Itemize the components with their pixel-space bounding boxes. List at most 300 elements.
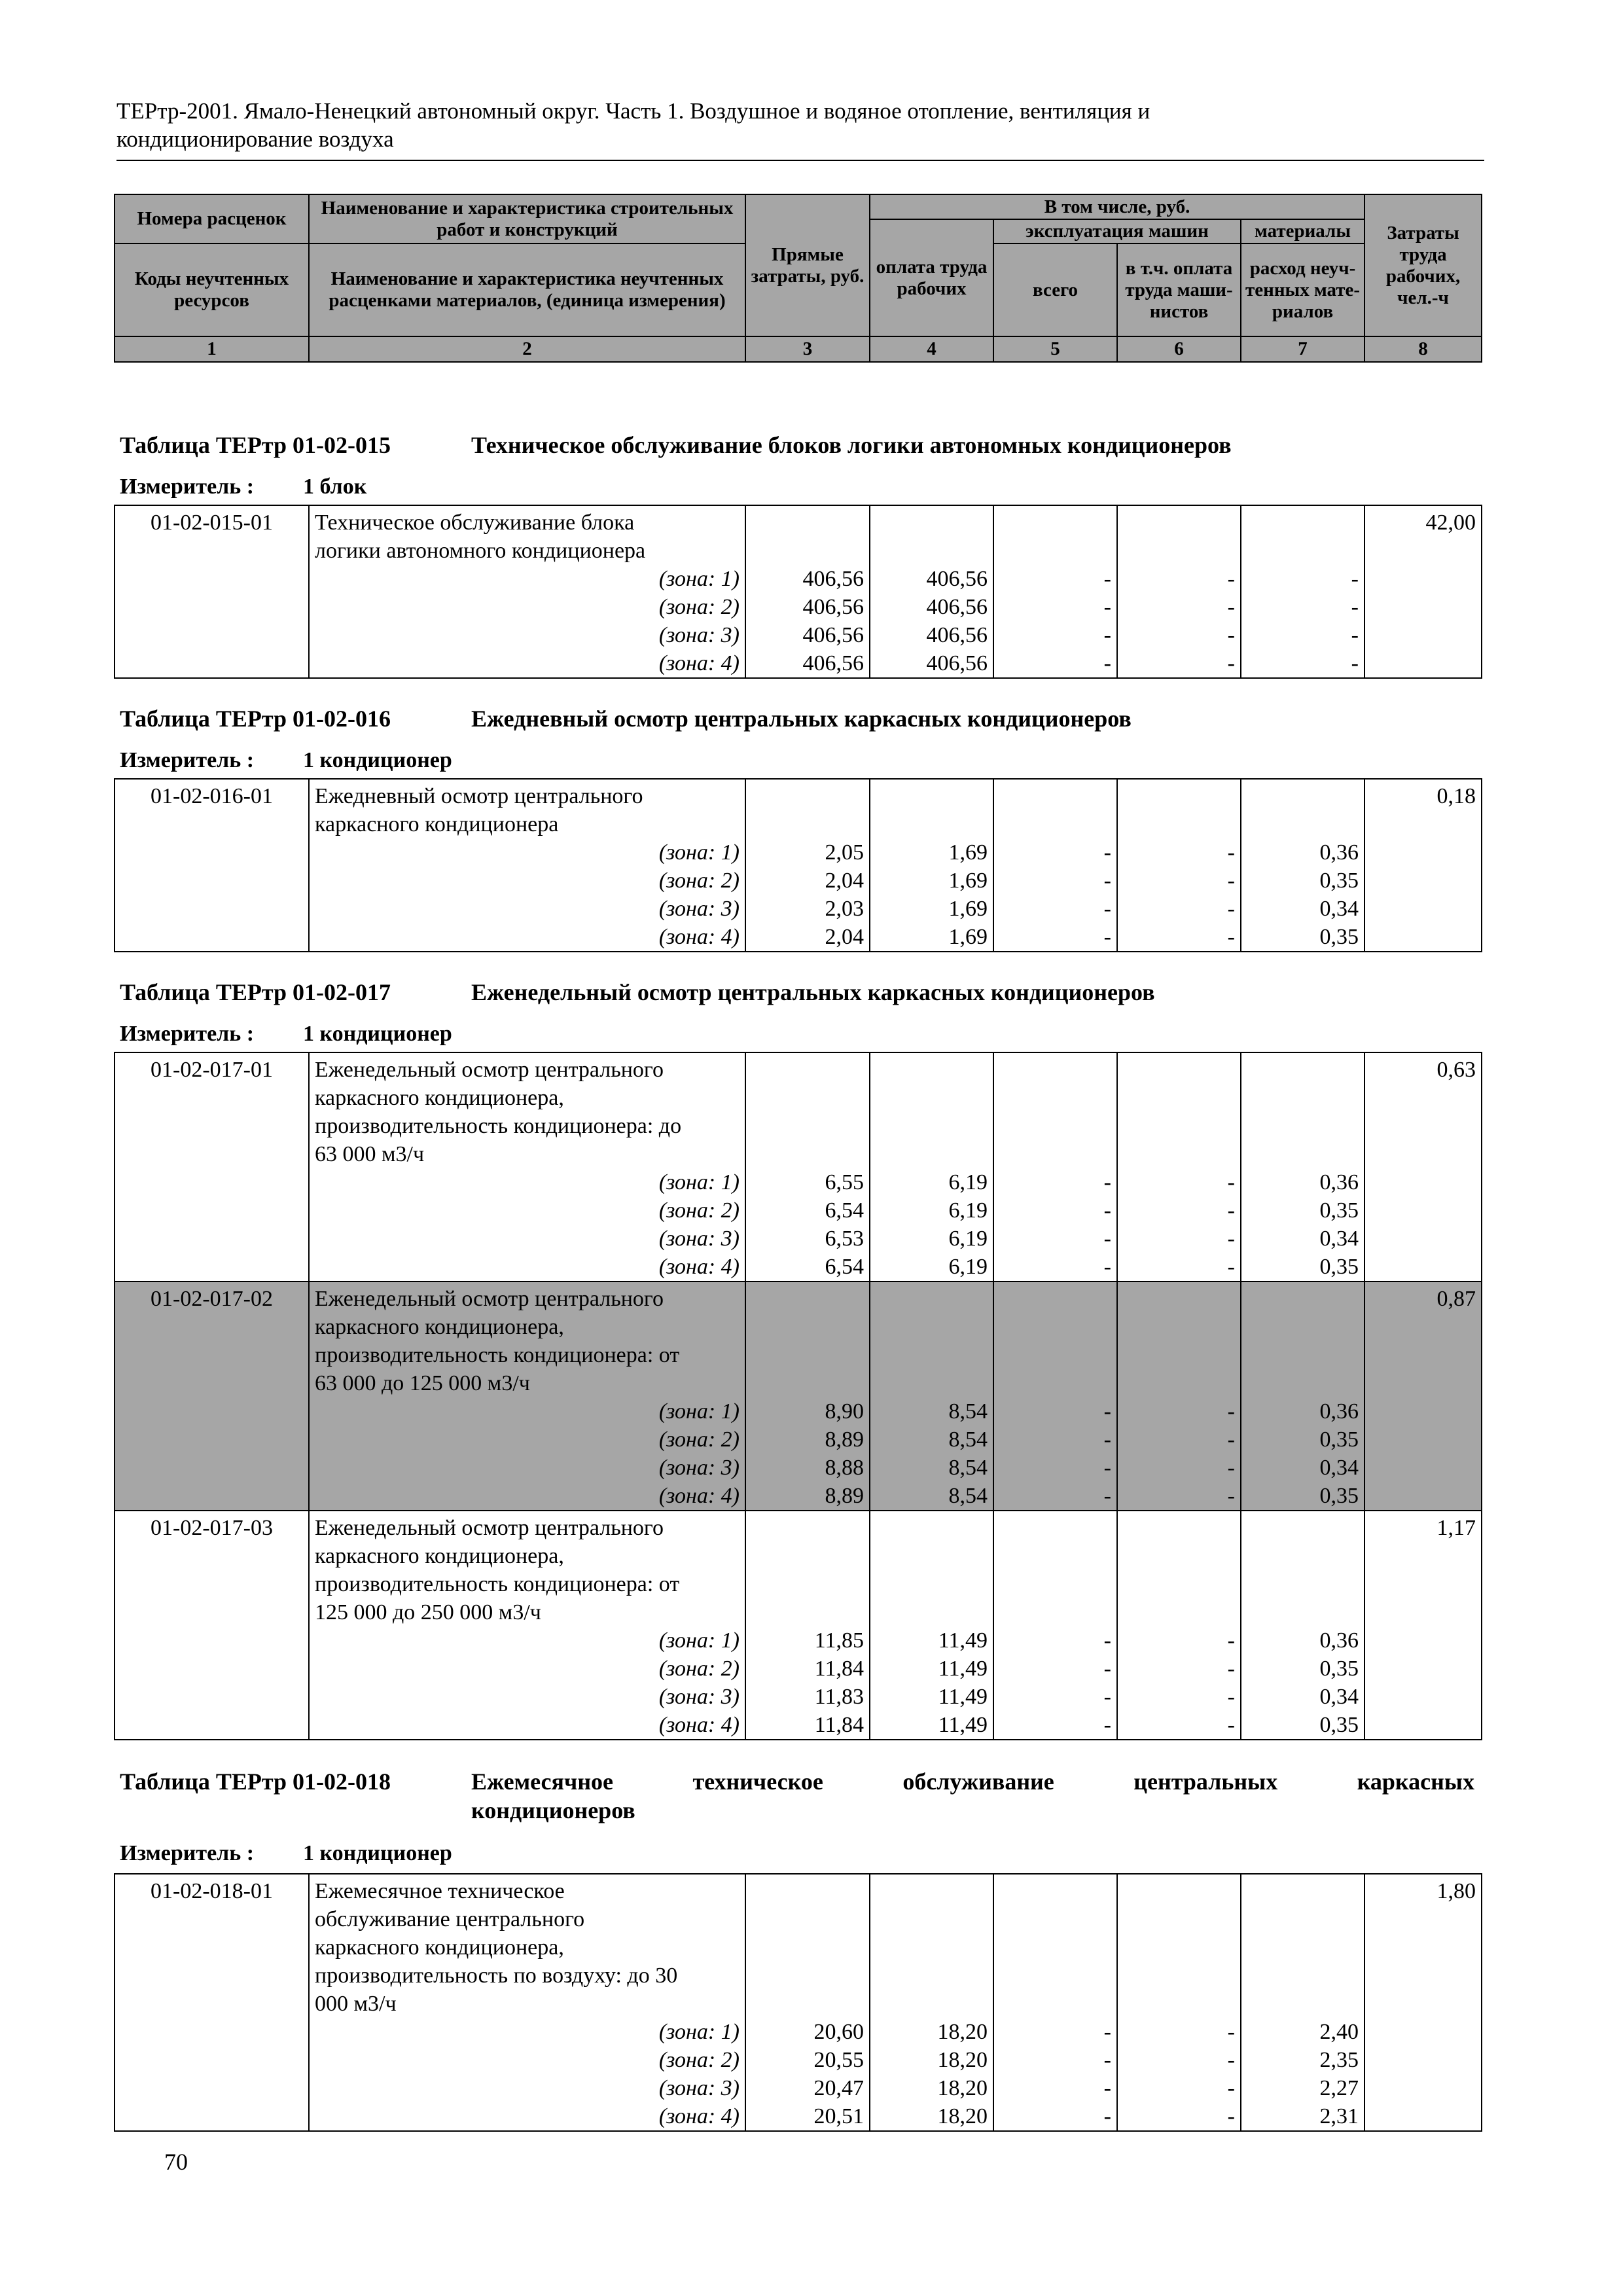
empty-cell (1117, 1313, 1241, 1341)
empty-cell (1117, 1933, 1241, 1962)
empty-cell (1117, 1874, 1241, 1905)
rate-name-line: производительность кондиционера: от (309, 1570, 745, 1598)
column-header-table (114, 194, 1482, 363)
empty-cell (745, 1933, 870, 1962)
item-row (115, 1905, 1482, 1933)
empty-cell (993, 1282, 1117, 1313)
machine-total-value: - (993, 2074, 1117, 2102)
empty-cell (1364, 593, 1482, 621)
empty-cell (1241, 1282, 1364, 1313)
rate-code-blank (115, 1225, 309, 1253)
rate-name-line: производительность по воздуху: до 30 (309, 1962, 745, 1990)
header-work-name: Наименование и характеристика строительных работ и конструкций (309, 194, 745, 243)
machine-total-value: - (993, 838, 1117, 867)
rate-code-blank (115, 621, 309, 649)
rate-name-line: обслуживание центрального (309, 1905, 745, 1933)
header-machinist-pay: в т.ч. оплата труда маши-нистов (1117, 243, 1241, 336)
materials-value: 0,36 (1241, 1168, 1364, 1196)
rate-code-blank (115, 565, 309, 593)
zone-label: (зона: 1) (309, 838, 745, 867)
measure-label: Измеритель : (120, 1022, 255, 1046)
materials-value: 0,35 (1241, 1426, 1364, 1454)
labor-pay-value: 6,19 (870, 1225, 993, 1253)
empty-cell (993, 1962, 1117, 1990)
empty-cell (870, 1542, 993, 1570)
direct-cost-value: 11,84 (745, 1711, 870, 1740)
direct-cost-value: 6,54 (745, 1196, 870, 1225)
zone-row (115, 1683, 1482, 1711)
empty-cell (870, 1933, 993, 1962)
machine-total-value: - (993, 1168, 1117, 1196)
empty-cell (1241, 1341, 1364, 1369)
section-title-word: техническое (692, 1768, 823, 1795)
item-row (115, 505, 1482, 537)
rate-name-line: Еженедельный осмотр центрального (309, 1511, 745, 1542)
section-title-word: центральных (1133, 1768, 1278, 1795)
zone-row (115, 2018, 1482, 2046)
machine-total-value: - (993, 1253, 1117, 1282)
empty-cell (1364, 1341, 1482, 1369)
empty-cell (870, 1990, 993, 2018)
direct-cost-value: 8,89 (745, 1482, 870, 1511)
column-number: 1 (115, 336, 309, 362)
direct-cost-value: 11,83 (745, 1683, 870, 1711)
rate-name-line: каркасного кондиционера, (309, 1933, 745, 1962)
labor-pay-value: 1,69 (870, 923, 993, 952)
rate-code-blank (115, 1084, 309, 1112)
direct-cost-value: 8,90 (745, 1397, 870, 1426)
empty-cell (1117, 1570, 1241, 1598)
column-number: 5 (993, 336, 1117, 362)
zone-label: (зона: 2) (309, 1655, 745, 1683)
machine-total-value: - (993, 2102, 1117, 2131)
item-row (115, 1598, 1482, 1626)
header-labor-pay: оплата труда рабочих (870, 219, 993, 336)
empty-cell (745, 1511, 870, 1542)
empty-cell (1364, 1905, 1482, 1933)
rate-code-blank (115, 1990, 309, 2018)
column-number: 4 (870, 336, 993, 362)
empty-cell (993, 1933, 1117, 1962)
zone-row (115, 649, 1482, 678)
machine-total-value: - (993, 1196, 1117, 1225)
materials-value: 2,35 (1241, 2046, 1364, 2074)
rate-code-blank (115, 1905, 309, 1933)
item-row (115, 1112, 1482, 1140)
machinist-pay-value: - (1117, 621, 1241, 649)
zone-label: (зона: 2) (309, 2046, 745, 2074)
rate-code-blank (115, 649, 309, 678)
empty-cell (993, 1112, 1117, 1140)
empty-cell (1364, 1711, 1482, 1740)
labor-pay-value: 6,19 (870, 1168, 993, 1196)
machinist-pay-value: - (1117, 2074, 1241, 2102)
empty-cell (1364, 2046, 1482, 2074)
rate-code-blank (115, 1598, 309, 1626)
zone-row (115, 923, 1482, 952)
zone-label: (зона: 3) (309, 1454, 745, 1482)
zone-label: (зона: 3) (309, 2074, 745, 2102)
materials-value: 0,35 (1241, 1711, 1364, 1740)
empty-cell (870, 1282, 993, 1313)
rate-code-blank (115, 1369, 309, 1397)
machine-total-value: - (993, 565, 1117, 593)
empty-cell (870, 1369, 993, 1397)
document-header (116, 97, 1484, 153)
empty-cell (993, 1905, 1117, 1933)
rate-code-blank (115, 1962, 309, 1990)
empty-cell (1241, 1052, 1364, 1084)
empty-cell (1364, 1990, 1482, 2018)
empty-cell (1241, 1962, 1364, 1990)
item-row (115, 1990, 1482, 2018)
labor-pay-value: 11,49 (870, 1711, 993, 1740)
empty-cell (1364, 1196, 1482, 1225)
direct-cost-value: 20,47 (745, 2074, 870, 2102)
empty-cell (745, 1598, 870, 1626)
section-title-word: обслуживание (902, 1768, 1054, 1795)
empty-cell (1117, 1962, 1241, 1990)
rates-table (114, 1052, 1482, 1740)
direct-cost-value: 20,51 (745, 2102, 870, 2131)
machine-total-value: - (993, 593, 1117, 621)
direct-cost-value: 406,56 (745, 649, 870, 678)
zone-row (115, 621, 1482, 649)
measure-value: 1 кондиционер (303, 1022, 452, 1046)
empty-cell (1241, 779, 1364, 810)
empty-cell (745, 1369, 870, 1397)
empty-cell (1241, 1140, 1364, 1168)
rate-code: 01-02-017-03 (115, 1511, 309, 1542)
header-title-line1: ТЕРтр-2001. Ямало-Ненецкий автономный округ. Часть 1. Воздушное и водяное отопление, вентиляция и (116, 98, 1150, 124)
empty-cell (1364, 1225, 1482, 1253)
column-number: 6 (1117, 336, 1241, 362)
empty-cell (870, 1570, 993, 1598)
empty-cell (1117, 1112, 1241, 1140)
zone-row (115, 1711, 1482, 1740)
empty-cell (1364, 867, 1482, 895)
machine-total-value: - (993, 1225, 1117, 1253)
labor-pay-value: 1,69 (870, 895, 993, 923)
empty-cell (1117, 1052, 1241, 1084)
machinist-pay-value: - (1117, 565, 1241, 593)
labor-pay-value: 8,54 (870, 1397, 993, 1426)
item-row (115, 1341, 1482, 1369)
zone-label: (зона: 4) (309, 1482, 745, 1511)
materials-value: 0,35 (1241, 867, 1364, 895)
machinist-pay-value: - (1117, 2046, 1241, 2074)
machinist-pay-value: - (1117, 1253, 1241, 1282)
materials-value: 0,36 (1241, 838, 1364, 867)
direct-cost-value: 8,89 (745, 1426, 870, 1454)
empty-cell (1241, 1084, 1364, 1112)
empty-cell (870, 779, 993, 810)
materials-value: - (1241, 565, 1364, 593)
machine-total-value: - (993, 1655, 1117, 1683)
empty-cell (1364, 1253, 1482, 1282)
zone-label: (зона: 2) (309, 593, 745, 621)
empty-cell (1364, 1542, 1482, 1570)
header-machines-total: всего (993, 243, 1117, 336)
empty-cell (1241, 1112, 1364, 1140)
empty-cell (1241, 1598, 1364, 1626)
header-direct-costs: Прямые затраты, руб. (745, 194, 870, 336)
rate-code-blank (115, 867, 309, 895)
materials-value: 0,35 (1241, 923, 1364, 952)
empty-cell (1241, 1570, 1364, 1598)
empty-cell (993, 1313, 1117, 1341)
empty-cell (1364, 2018, 1482, 2046)
labor-pay-value: 1,69 (870, 838, 993, 867)
empty-cell (993, 1052, 1117, 1084)
section-title (120, 431, 1232, 459)
rate-code-blank (115, 1196, 309, 1225)
zone-row (115, 593, 1482, 621)
materials-value: 2,31 (1241, 2102, 1364, 2131)
zone-label: (зона: 4) (309, 923, 745, 952)
machine-total-value: - (993, 649, 1117, 678)
machine-total-value: - (993, 1454, 1117, 1482)
rate-code-blank (115, 1397, 309, 1426)
rate-name-line: производительность кондиционера: до (309, 1112, 745, 1140)
rate-code-blank (115, 1341, 309, 1369)
empty-cell (1117, 1369, 1241, 1397)
item-row (115, 779, 1482, 810)
materials-value: 0,35 (1241, 1655, 1364, 1683)
section-table-name: Ежедневный осмотр центральных каркасных кондиционеров (471, 706, 1132, 732)
materials-value: - (1241, 593, 1364, 621)
empty-cell (1117, 1282, 1241, 1313)
measure-label: Измеритель : (120, 475, 255, 499)
empty-cell (1364, 2074, 1482, 2102)
empty-cell (1241, 1313, 1364, 1341)
rate-code-blank (115, 2018, 309, 2046)
machine-total-value: - (993, 1426, 1117, 1454)
section-measure (120, 474, 366, 500)
empty-cell (1117, 1598, 1241, 1626)
zone-row (115, 1397, 1482, 1426)
empty-cell (1117, 505, 1241, 537)
machinist-pay-value: - (1117, 1454, 1241, 1482)
labor-pay-value: 18,20 (870, 2046, 993, 2074)
section-title (120, 1767, 1474, 1825)
empty-cell (1364, 1482, 1482, 1511)
labor-pay-value: 6,19 (870, 1253, 993, 1282)
section-title (120, 978, 1155, 1007)
direct-cost-value: 11,85 (745, 1626, 870, 1655)
item-row (115, 1874, 1482, 1905)
direct-cost-value: 6,53 (745, 1225, 870, 1253)
rate-name-line: каркасного кондиционера, (309, 1084, 745, 1112)
empty-cell (1364, 1168, 1482, 1196)
zone-label: (зона: 1) (309, 565, 745, 593)
empty-cell (1241, 505, 1364, 537)
rate-name-line: Еженедельный осмотр центрального (309, 1282, 745, 1313)
labor-cost-value: 0,87 (1364, 1282, 1482, 1313)
machinist-pay-value: - (1117, 1655, 1241, 1683)
item-row (115, 810, 1482, 838)
empty-cell (993, 779, 1117, 810)
labor-cost-value: 1,80 (1364, 1874, 1482, 1905)
rate-name-line: каркасного кондиционера, (309, 1542, 745, 1570)
zone-label: (зона: 1) (309, 1397, 745, 1426)
empty-cell (745, 1313, 870, 1341)
zone-row (115, 1655, 1482, 1683)
labor-pay-value: 11,49 (870, 1655, 993, 1683)
machine-total-value: - (993, 1711, 1117, 1740)
zone-label: (зона: 1) (309, 1168, 745, 1196)
rate-name-line: Еженедельный осмотр центрального (309, 1052, 745, 1084)
direct-cost-value: 406,56 (745, 565, 870, 593)
empty-cell (1117, 1341, 1241, 1369)
empty-cell (870, 1084, 993, 1112)
labor-pay-value: 8,54 (870, 1482, 993, 1511)
machinist-pay-value: - (1117, 867, 1241, 895)
rates-table (114, 778, 1482, 952)
empty-cell (1241, 1874, 1364, 1905)
rate-code-blank (115, 1313, 309, 1341)
empty-cell (1117, 810, 1241, 838)
empty-cell (745, 1905, 870, 1933)
materials-value: 0,35 (1241, 1196, 1364, 1225)
zone-row (115, 2102, 1482, 2131)
empty-cell (745, 1112, 870, 1140)
section-table-number: Таблица ТЕРтр 01-02-017 (120, 979, 391, 1005)
machinist-pay-value: - (1117, 1168, 1241, 1196)
zone-row (115, 867, 1482, 895)
machinist-pay-value: - (1117, 1683, 1241, 1711)
materials-value: 0,34 (1241, 895, 1364, 923)
labor-pay-value: 8,54 (870, 1454, 993, 1482)
rate-code-blank (115, 593, 309, 621)
materials-value: 0,36 (1241, 1397, 1364, 1426)
zone-label: (зона: 4) (309, 649, 745, 678)
empty-cell (1364, 1933, 1482, 1962)
empty-cell (1241, 1905, 1364, 1933)
zone-label: (зона: 2) (309, 867, 745, 895)
direct-cost-value: 6,55 (745, 1168, 870, 1196)
machinist-pay-value: - (1117, 1626, 1241, 1655)
empty-cell (1364, 895, 1482, 923)
rate-code-blank (115, 838, 309, 867)
empty-cell (1364, 1313, 1482, 1341)
direct-cost-value: 406,56 (745, 593, 870, 621)
empty-cell (870, 1905, 993, 1933)
measure-value: 1 кондиционер (303, 748, 452, 772)
section-measure (120, 1840, 452, 1867)
empty-cell (745, 537, 870, 565)
rate-code-blank (115, 1933, 309, 1962)
empty-cell (870, 1874, 993, 1905)
header-rule (116, 160, 1484, 161)
machinist-pay-value: - (1117, 838, 1241, 867)
item-row (115, 1313, 1482, 1341)
empty-cell (1241, 810, 1364, 838)
empty-cell (745, 1990, 870, 2018)
measure-label: Измеритель : (120, 1841, 255, 1865)
rates-table (114, 505, 1482, 679)
direct-cost-value: 2,03 (745, 895, 870, 923)
empty-cell (870, 1313, 993, 1341)
direct-cost-value: 2,04 (745, 923, 870, 952)
rate-code: 01-02-017-01 (115, 1052, 309, 1084)
empty-cell (745, 505, 870, 537)
section-title-word: Ежемесячное (471, 1768, 614, 1795)
empty-cell (1364, 838, 1482, 867)
labor-pay-value: 18,20 (870, 2018, 993, 2046)
empty-cell (1364, 923, 1482, 952)
rate-code-blank (115, 1542, 309, 1570)
empty-cell (1364, 1598, 1482, 1626)
empty-cell (870, 505, 993, 537)
item-row (115, 1933, 1482, 1962)
empty-cell (870, 537, 993, 565)
machinist-pay-value: - (1117, 649, 1241, 678)
empty-cell (1364, 1683, 1482, 1711)
machinist-pay-value: - (1117, 2102, 1241, 2131)
empty-cell (1364, 565, 1482, 593)
measure-value: 1 блок (303, 475, 367, 499)
empty-cell (1117, 1511, 1241, 1542)
rate-name-line: 63 000 до 125 000 м3/ч (309, 1369, 745, 1397)
empty-cell (1241, 1369, 1364, 1397)
zone-row (115, 1454, 1482, 1482)
empty-cell (745, 1962, 870, 1990)
empty-cell (870, 1962, 993, 1990)
rate-code: 01-02-015-01 (115, 505, 309, 537)
machinist-pay-value: - (1117, 2018, 1241, 2046)
section-table-number: Таблица ТЕРтр 01-02-016 (120, 706, 391, 732)
rate-code-blank (115, 1168, 309, 1196)
column-number: 7 (1241, 336, 1364, 362)
labor-pay-value: 406,56 (870, 649, 993, 678)
machinist-pay-value: - (1117, 1482, 1241, 1511)
zone-label: (зона: 4) (309, 1253, 745, 1282)
zone-row (115, 565, 1482, 593)
header-title-line2: кондиционирование воздуха (116, 126, 394, 152)
labor-pay-value: 406,56 (870, 593, 993, 621)
materials-value: 2,40 (1241, 2018, 1364, 2046)
empty-cell (993, 1084, 1117, 1112)
empty-cell (1364, 1962, 1482, 1990)
machinist-pay-value: - (1117, 1711, 1241, 1740)
rate-name-line: логики автономного кондиционера (309, 537, 745, 565)
zone-row (115, 1253, 1482, 1282)
section-measure (120, 747, 452, 774)
empty-cell (993, 1874, 1117, 1905)
rate-name-line: производительность кондиционера: от (309, 1341, 745, 1369)
empty-cell (870, 1341, 993, 1369)
rate-code-blank (115, 2074, 309, 2102)
empty-cell (1364, 621, 1482, 649)
empty-cell (1364, 537, 1482, 565)
machinist-pay-value: - (1117, 1426, 1241, 1454)
zone-row (115, 895, 1482, 923)
rate-code-blank (115, 1426, 309, 1454)
column-number: 8 (1364, 336, 1482, 362)
item-row (115, 1962, 1482, 1990)
direct-cost-value: 8,88 (745, 1454, 870, 1482)
item-row (115, 1542, 1482, 1570)
section-table-name: Техническое обслуживание блоков логики автономных кондиционеров (471, 432, 1232, 458)
rate-code-blank (115, 1140, 309, 1168)
labor-pay-value: 406,56 (870, 621, 993, 649)
empty-cell (1241, 1542, 1364, 1570)
rate-code-blank (115, 1253, 309, 1282)
rate-name-line: 000 м3/ч (309, 1990, 745, 2018)
machinist-pay-value: - (1117, 1397, 1241, 1426)
empty-cell (1117, 1990, 1241, 2018)
